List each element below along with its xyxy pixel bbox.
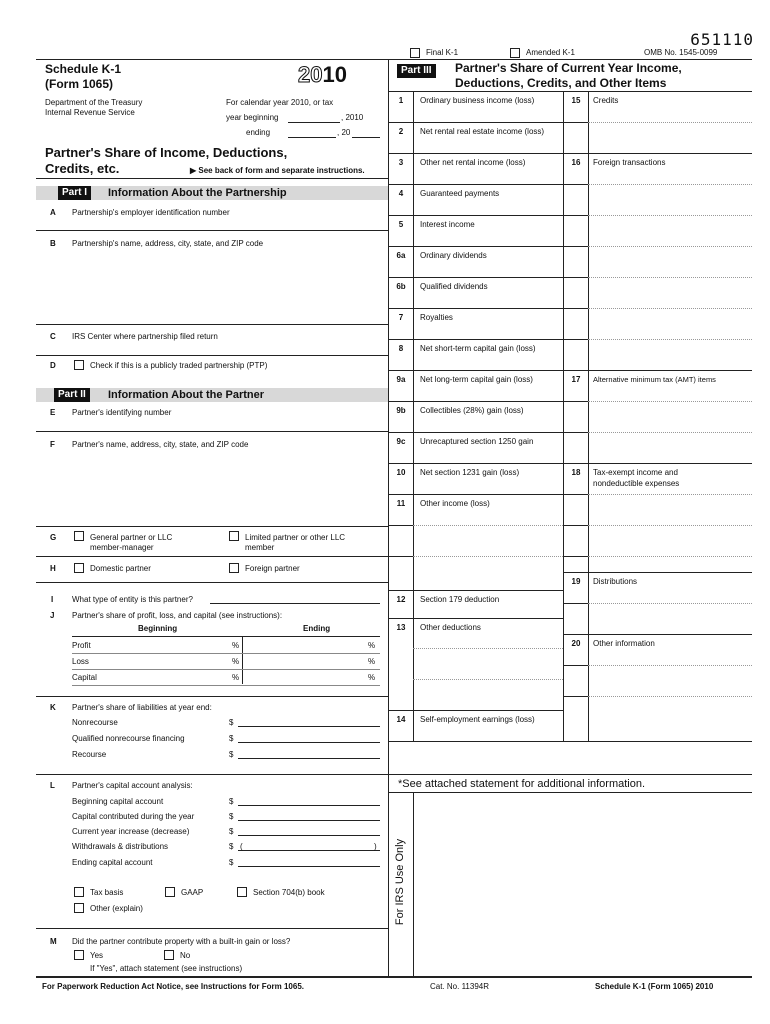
- line-number: 4: [398, 189, 404, 198]
- other-explain-checkbox[interactable]: [74, 903, 84, 913]
- ending-label: ending: [246, 128, 271, 137]
- pct-beginning-field[interactable]: [120, 656, 228, 668]
- dollar-sign: $: [229, 858, 234, 867]
- share-pct-label: Partner's share of profit, loss, and capital (see instructions):: [72, 611, 283, 620]
- pct-row-rule: [72, 653, 380, 654]
- general-partner-checkbox[interactable]: [74, 531, 84, 541]
- line-label: Net rental real estate income (loss): [420, 127, 545, 136]
- liability-amount-field[interactable]: [238, 750, 380, 759]
- department: Department of the Treasury: [45, 98, 143, 107]
- agency: Internal Revenue Service: [45, 108, 135, 117]
- part2-letter-i: I: [51, 595, 54, 604]
- part2-letter-e: E: [50, 408, 56, 417]
- partner-name-label: Partner's name, address, city, state, and ZIP code: [72, 440, 249, 449]
- built-in-gain-no-checkbox[interactable]: [164, 950, 174, 960]
- part2-letter-h: H: [50, 564, 56, 573]
- year-outline-part: 20: [298, 62, 323, 87]
- line-amount-field[interactable]: [414, 199, 562, 213]
- part2-letter-l: L: [50, 781, 55, 790]
- dotted-rule: [588, 696, 752, 697]
- line-amount-field[interactable]: [414, 230, 562, 244]
- year-beginning-label: year beginning: [226, 113, 279, 122]
- paren-open: (: [240, 842, 243, 851]
- pct-beginning-field[interactable]: [120, 640, 228, 652]
- irs-use-only-label: For IRS Use Only: [394, 838, 406, 926]
- pct-row-label: Capital: [72, 673, 97, 682]
- line-label: Guaranteed payments: [420, 189, 500, 198]
- line-rule: [563, 494, 588, 495]
- line-rule: [388, 432, 563, 433]
- part2-letter-m: M: [50, 937, 57, 946]
- line-amount-field[interactable]: [414, 385, 562, 399]
- ptp-checkbox[interactable]: [74, 360, 84, 370]
- entity-type-label: What type of entity is this partner?: [72, 595, 193, 604]
- dotted-rule: [588, 603, 752, 604]
- line-number: 15: [571, 96, 581, 105]
- pct-sign-ending: %: [368, 641, 376, 650]
- line-rule: [388, 246, 563, 247]
- amended-k1-label: Amended K-1: [526, 48, 575, 57]
- line-rule: [388, 277, 563, 278]
- line-label: Other income (loss): [420, 499, 490, 508]
- line-rule: [563, 696, 588, 697]
- line-rule: [388, 153, 563, 154]
- line-rule: [563, 153, 752, 154]
- line-number: 14: [396, 715, 406, 724]
- tax-basis-label: Tax basis: [90, 888, 124, 897]
- year-bold-part: 10: [322, 62, 347, 87]
- limited-partner-checkbox[interactable]: [229, 531, 239, 541]
- line-rule: [563, 215, 588, 216]
- line-rule: [388, 184, 563, 185]
- line-label: Ordinary business income (loss): [420, 96, 535, 105]
- dotted-rule: [588, 246, 752, 247]
- line-amount-field[interactable]: [414, 447, 562, 461]
- ending-year-field[interactable]: [352, 129, 380, 138]
- capital-row-label: Beginning capital account: [72, 797, 164, 806]
- part2-badge: Part II: [54, 388, 90, 402]
- part2-letter-k: K: [50, 703, 56, 712]
- dotted-rule: [588, 556, 752, 557]
- form-title-line-2: Credits, etc.: [45, 161, 120, 176]
- line-amount-field[interactable]: [414, 292, 562, 306]
- line-label-2: nondeductible expenses: [593, 479, 680, 488]
- dotted-rule: [588, 525, 752, 526]
- irs-center-label: IRS Center where partnership filed return: [72, 332, 218, 341]
- ending-header: Ending: [303, 624, 331, 633]
- line-label: Interest income: [420, 220, 475, 229]
- paperwork-notice: For Paperwork Reduction Act Notice, see Instructions for Form 1065.: [42, 982, 304, 991]
- line-number: 9b: [396, 406, 406, 415]
- line-number: 6b: [396, 282, 406, 291]
- paren-close: ): [374, 842, 377, 851]
- attached-statement-note: *See attached statement for additional information.: [398, 778, 646, 790]
- line-label: Self-employment earnings (loss): [420, 715, 535, 724]
- year-beginning-field[interactable]: [288, 114, 340, 123]
- line-rule: [563, 370, 752, 371]
- line-rule: [388, 370, 563, 371]
- line-number: 5: [398, 220, 404, 229]
- line-number: 16: [571, 158, 581, 167]
- line-rule: [388, 494, 563, 495]
- pct-ending-field[interactable]: [250, 640, 364, 652]
- line-rule: [388, 215, 563, 216]
- ptp-label: Check if this is a publicly traded partnership (PTP): [90, 361, 268, 370]
- foreign-partner-checkbox[interactable]: [229, 563, 239, 573]
- line-amount-field[interactable]: [414, 725, 562, 739]
- line-amount-field[interactable]: [414, 168, 562, 182]
- line-label: Tax-exempt income and: [593, 468, 678, 477]
- part3-badge: Part III: [397, 64, 436, 78]
- dotted-rule: [413, 648, 563, 649]
- line-number: 1: [398, 96, 404, 105]
- liability-amount-field[interactable]: [238, 734, 380, 743]
- see-back-note: ▶ See back of form and separate instructions.: [190, 166, 365, 175]
- capital-amount-field[interactable]: [238, 842, 380, 851]
- line-rule: [563, 277, 588, 278]
- beginning-header: Beginning: [138, 624, 178, 633]
- liability-row-label: Qualified nonrecourse financing: [72, 734, 185, 743]
- final-k1-checkbox[interactable]: [410, 48, 420, 58]
- line-rule: [563, 463, 752, 464]
- line-label: Unrecaptured section 1250 gain: [420, 437, 534, 446]
- capital-amount-field[interactable]: [238, 858, 380, 867]
- line-label: Collectibles (28%) gain (loss): [420, 406, 524, 415]
- pct-ending-field[interactable]: [250, 672, 364, 684]
- liability-row-label: Recourse: [72, 750, 107, 759]
- part1-letter-c: C: [50, 332, 56, 341]
- line-number: 9c: [396, 437, 406, 446]
- line-rule: [563, 308, 588, 309]
- line-amount-field[interactable]: [414, 509, 562, 523]
- domestic-partner-checkbox[interactable]: [74, 563, 84, 573]
- line-amount-field[interactable]: [414, 478, 562, 492]
- line-rule: [388, 401, 563, 402]
- dollar-sign: $: [229, 812, 234, 821]
- pct-sign-beginning: %: [232, 673, 240, 682]
- part2-letter-j: J: [50, 611, 55, 620]
- limited-partner-label-2: member: [245, 543, 275, 552]
- partner-id-label: Partner's identifying number: [72, 408, 172, 417]
- omb-number: OMB No. 1545-0099: [644, 48, 718, 57]
- dotted-rule: [588, 401, 752, 402]
- line-rule: [563, 184, 588, 185]
- line-label: Other deductions: [420, 623, 481, 632]
- line-rule: [563, 401, 588, 402]
- line-label: Net section 1231 gain (loss): [420, 468, 520, 477]
- line-rule: [563, 339, 588, 340]
- form-title-line-1: Partner's Share of Income, Deductions,: [45, 145, 288, 160]
- part1-letter-b: B: [50, 239, 56, 248]
- pct-sign-beginning: %: [232, 657, 240, 666]
- line-rule: [563, 432, 588, 433]
- domestic-partner-label: Domestic partner: [90, 564, 151, 573]
- calendar-year-text: For calendar year 2010, or tax: [226, 98, 334, 107]
- line-label: Qualified dividends: [420, 282, 488, 291]
- part2-letter-g: G: [50, 533, 57, 542]
- schedule-title: Schedule K-1: [45, 62, 122, 76]
- dollar-sign: $: [229, 842, 234, 851]
- capital-amount-field[interactable]: [238, 827, 380, 836]
- line-rule: [388, 590, 563, 591]
- dotted-rule: [588, 665, 752, 666]
- pct-row-label: Profit: [72, 641, 91, 650]
- dotted-rule: [588, 494, 752, 495]
- line-amount-field[interactable]: [414, 323, 562, 337]
- built-in-gain-note: If "Yes", attach statement (see instructions): [90, 964, 243, 973]
- limited-partner-label: Limited partner or other LLC: [245, 533, 346, 542]
- liabilities-label: Partner's share of liabilities at year end:: [72, 703, 212, 712]
- part1-badge: Part I: [58, 186, 91, 200]
- dotted-rule: [588, 122, 752, 123]
- dotted-rule: [588, 308, 752, 309]
- line-rule: [388, 556, 413, 557]
- built-in-gain-yes-label: Yes: [90, 951, 104, 960]
- line-label: Royalties: [420, 313, 453, 322]
- line-label: Net long-term capital gain (loss): [420, 375, 533, 384]
- general-partner-label: General partner or LLC: [90, 533, 173, 542]
- entity-type-field[interactable]: [210, 595, 380, 604]
- dollar-sign: $: [229, 827, 234, 836]
- line-rule: [388, 525, 413, 526]
- dollar-sign: $: [229, 797, 234, 806]
- line-number: 11: [396, 499, 406, 508]
- capital-row-label: Current year increase (decrease): [72, 827, 190, 836]
- line-amount-field[interactable]: [414, 416, 562, 430]
- line-rule: [563, 556, 588, 557]
- capital-account-label: Partner's capital account analysis:: [72, 781, 193, 790]
- part1-letter-d: D: [50, 361, 56, 370]
- tax-year: [298, 62, 347, 88]
- line-amount-field[interactable]: [414, 633, 562, 647]
- line-label: Alternative minimum tax (AMT) items: [593, 375, 716, 384]
- line-rule: [563, 665, 588, 666]
- line-rule: [563, 525, 588, 526]
- partnership-name-label: Partnership's name, address, city, state, and ZIP code: [72, 239, 264, 248]
- line-label: Distributions: [593, 577, 638, 586]
- line-label: Other information: [593, 639, 655, 648]
- capital-amount-field[interactable]: [238, 797, 380, 806]
- capital-row-label: Withdrawals & distributions: [72, 842, 169, 851]
- line-label: Foreign transactions: [593, 158, 666, 167]
- capital-row-label: Capital contributed during the year: [72, 812, 195, 821]
- pct-row-label: Loss: [72, 657, 89, 666]
- line-number: 20: [571, 639, 581, 648]
- line-number: 6a: [396, 251, 406, 260]
- part1-letter-a: A: [50, 208, 56, 217]
- part3-title-2: Deductions, Credits, and Other Items: [455, 76, 667, 90]
- section-704b-label: Section 704(b) book: [253, 888, 325, 897]
- pct-sign-beginning: %: [232, 641, 240, 650]
- line-rule: [563, 246, 588, 247]
- line-rule: [563, 603, 588, 604]
- line-rule: [388, 122, 563, 123]
- line-label: Other net rental income (loss): [420, 158, 526, 167]
- line-amount-field[interactable]: [414, 261, 562, 275]
- line-rule: [563, 634, 752, 635]
- capital-row-label: Ending capital account: [72, 858, 153, 867]
- dollar-sign: $: [229, 718, 234, 727]
- built-in-gain-question: Did the partner contribute property with a built-in gain or loss?: [72, 937, 291, 946]
- line-label: Section 179 deduction: [420, 595, 500, 604]
- liability-amount-field[interactable]: [238, 718, 380, 727]
- final-k1-label: Final K-1: [426, 48, 459, 57]
- part3-title-1: Partner's Share of Current Year Income,: [455, 61, 682, 75]
- dotted-rule: [413, 556, 563, 557]
- built-in-gain-no-label: No: [180, 951, 191, 960]
- gaap-label: GAAP: [181, 888, 204, 897]
- line-number: 12: [396, 595, 406, 604]
- dotted-rule: [413, 679, 563, 680]
- ending-suffix: , 20: [337, 128, 351, 137]
- line-number: 9a: [396, 375, 406, 384]
- pct-ending-field[interactable]: [250, 656, 364, 668]
- other-explain-label: Other (explain): [90, 904, 143, 913]
- footer-form-name: Schedule K-1 (Form 1065) 2010: [595, 982, 714, 991]
- line-amount-field[interactable]: [414, 106, 562, 120]
- built-in-gain-yes-checkbox[interactable]: [74, 950, 84, 960]
- pct-sign-ending: %: [368, 673, 376, 682]
- line-rule: [563, 122, 588, 123]
- line-rule: [388, 339, 563, 340]
- line-amount-field[interactable]: [414, 605, 562, 619]
- line-rule: [388, 308, 563, 309]
- line-amount-field[interactable]: [414, 354, 562, 368]
- pct-sign-ending: %: [368, 657, 376, 666]
- dotted-rule: [588, 339, 752, 340]
- dotted-rule: [588, 215, 752, 216]
- pct-beginning-field[interactable]: [120, 672, 228, 684]
- amended-k1-checkbox[interactable]: [510, 48, 520, 58]
- section-704b-checkbox[interactable]: [237, 887, 247, 897]
- line-rule: [388, 463, 563, 464]
- line-amount-field[interactable]: [414, 137, 562, 151]
- ending-field[interactable]: [288, 129, 336, 138]
- capital-amount-field[interactable]: [238, 812, 380, 821]
- dotted-rule: [588, 277, 752, 278]
- form-id-stamp: 651110: [690, 30, 754, 49]
- general-partner-label-2: member-manager: [90, 543, 154, 552]
- line-number: 2: [398, 127, 404, 136]
- pct-row-rule: [72, 685, 380, 686]
- line-rule: [563, 572, 752, 573]
- line-number: 17: [571, 375, 581, 384]
- line-number: 19: [571, 577, 581, 586]
- tax-basis-checkbox[interactable]: [74, 887, 84, 897]
- year-beginning-suffix: , 2010: [341, 113, 364, 122]
- dollar-sign: $: [229, 750, 234, 759]
- part2-title: Information About the Partner: [108, 389, 265, 401]
- catalog-number: Cat. No. 11394R: [430, 982, 489, 991]
- form-number: (Form 1065): [45, 77, 114, 91]
- dotted-rule: [413, 525, 563, 526]
- liability-row-label: Nonrecourse: [72, 718, 118, 727]
- line-number: 18: [571, 468, 581, 477]
- part2-letter-f: F: [50, 440, 55, 449]
- line-number: 3: [398, 158, 404, 167]
- gaap-checkbox[interactable]: [165, 887, 175, 897]
- line-label: Credits: [593, 96, 619, 105]
- line-number: 10: [396, 468, 406, 477]
- line-label: Net short-term capital gain (loss): [420, 344, 536, 353]
- pct-row-rule: [72, 669, 380, 670]
- line-number: 13: [396, 623, 406, 632]
- dotted-rule: [588, 432, 752, 433]
- dollar-sign: $: [229, 734, 234, 743]
- foreign-partner-label: Foreign partner: [245, 564, 300, 573]
- line-label: Ordinary dividends: [420, 251, 487, 260]
- line-rule: [388, 710, 563, 711]
- line-number: 8: [398, 344, 404, 353]
- part1-title: Information About the Partnership: [108, 187, 287, 199]
- line-rule: [388, 618, 563, 619]
- partnership-ein-label: Partnership's employer identification number: [72, 208, 230, 217]
- dotted-rule: [588, 184, 752, 185]
- line-number: 7: [398, 313, 404, 322]
